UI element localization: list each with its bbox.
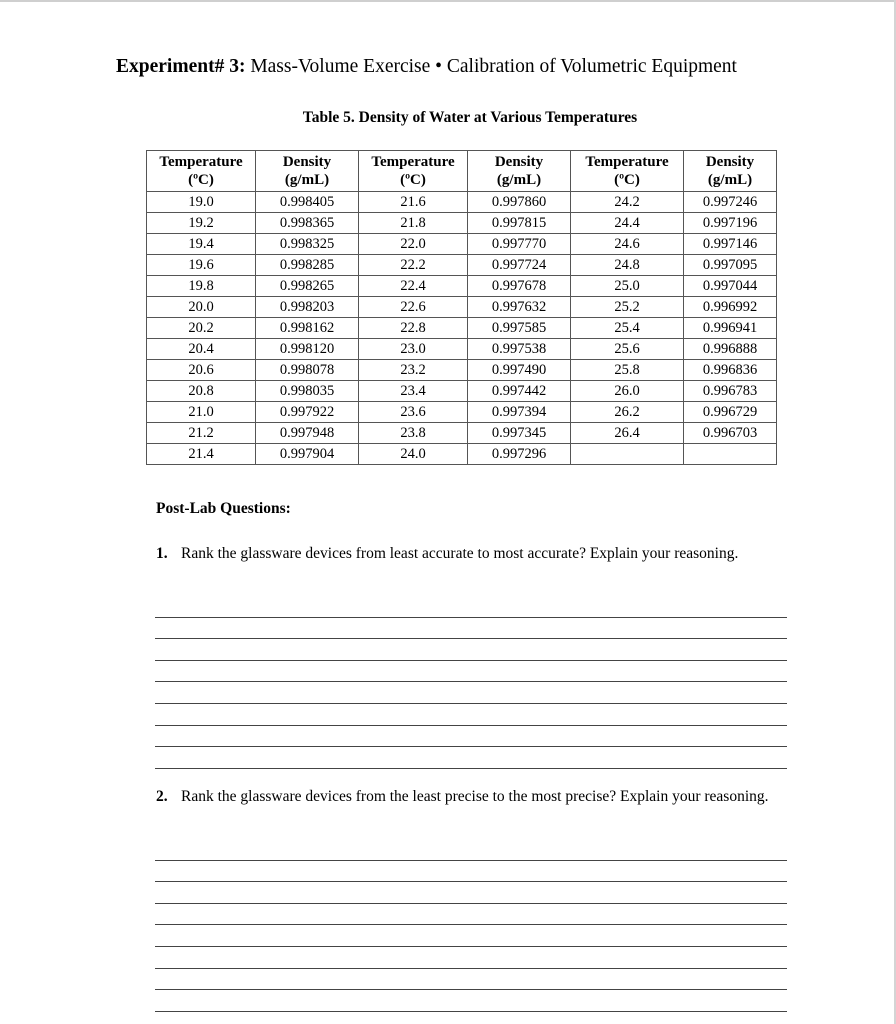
- table-header-row: [147, 151, 777, 192]
- question-number: 1.: [156, 545, 168, 562]
- cell-density: 0.998265: [256, 276, 359, 297]
- cell-temperature: 21.4: [147, 444, 256, 465]
- table-row: [147, 318, 777, 339]
- header-temperature-3: [571, 151, 684, 192]
- cell-temperature: 24.0: [359, 444, 468, 465]
- cell-density: 0.997196: [684, 213, 777, 234]
- answer-line[interactable]: [155, 747, 787, 769]
- answer-line[interactable]: [155, 904, 787, 926]
- cell-density: 0.998285: [256, 255, 359, 276]
- cell-temperature: 25.4: [571, 318, 684, 339]
- title-subject: Mass-Volume Exercise • Calibration of Volumetric Equipment: [250, 56, 737, 77]
- answer-line[interactable]: [155, 947, 787, 969]
- table-row: [147, 276, 777, 297]
- cell-density: 0.997585: [468, 318, 571, 339]
- answer-line[interactable]: [155, 618, 787, 640]
- table-row: [147, 381, 777, 402]
- header-density-1: [256, 151, 359, 192]
- cell-temperature: 25.2: [571, 297, 684, 318]
- question-text: Rank the glassware devices from the least precise to the most precise? Explain your reasoning.: [181, 788, 769, 805]
- answer-line[interactable]: [155, 661, 787, 683]
- cell-density: 0.998162: [256, 318, 359, 339]
- cell-temperature: [571, 444, 684, 465]
- cell-temperature: 19.0: [147, 192, 256, 213]
- cell-density: 0.996992: [684, 297, 777, 318]
- cell-temperature: 20.4: [147, 339, 256, 360]
- cell-density: 0.997724: [468, 255, 571, 276]
- cell-density: 0.997948: [256, 423, 359, 444]
- cell-temperature: 24.6: [571, 234, 684, 255]
- post-lab-title: Post-Lab Questions:: [156, 500, 291, 517]
- page-top-border: [0, 0, 896, 2]
- cell-temperature: 22.2: [359, 255, 468, 276]
- header-label: Density: [282, 154, 332, 170]
- page-title: [116, 56, 737, 78]
- cell-temperature: 22.6: [359, 297, 468, 318]
- answer-lines-1[interactable]: [155, 596, 787, 769]
- cell-density: 0.997538: [468, 339, 571, 360]
- header-label: Density: [705, 154, 755, 170]
- cell-density: 0.997296: [468, 444, 571, 465]
- cell-temperature: 26.2: [571, 402, 684, 423]
- question-number: 2.: [156, 788, 168, 805]
- cell-temperature: 21.2: [147, 423, 256, 444]
- cell-density: 0.998405: [256, 192, 359, 213]
- cell-density: 0.997922: [256, 402, 359, 423]
- header-label: Temperature: [371, 154, 455, 170]
- cell-temperature: 22.4: [359, 276, 468, 297]
- table-row: [147, 402, 777, 423]
- cell-temperature: 23.8: [359, 423, 468, 444]
- cell-density: [684, 444, 777, 465]
- cell-temperature: 19.8: [147, 276, 256, 297]
- cell-temperature: 22.0: [359, 234, 468, 255]
- header-density-2: [468, 151, 571, 192]
- table-row: [147, 339, 777, 360]
- cell-temperature: 19.2: [147, 213, 256, 234]
- table-row: [147, 423, 777, 444]
- cell-density: 0.997770: [468, 234, 571, 255]
- cell-density: 0.997632: [468, 297, 571, 318]
- cell-temperature: 20.6: [147, 360, 256, 381]
- answer-line[interactable]: [155, 969, 787, 991]
- cell-density: 0.997860: [468, 192, 571, 213]
- table-caption: Table 5. Density of Water at Various Temperatures: [302, 109, 638, 126]
- cell-density: 0.997246: [684, 192, 777, 213]
- table-row: [147, 192, 777, 213]
- table-row: [147, 255, 777, 276]
- cell-density: 0.998078: [256, 360, 359, 381]
- cell-density: 0.998120: [256, 339, 359, 360]
- cell-density: 0.997095: [684, 255, 777, 276]
- header-temperature-1: [147, 151, 256, 192]
- cell-density: 0.996703: [684, 423, 777, 444]
- cell-temperature: 21.0: [147, 402, 256, 423]
- cell-temperature: 23.2: [359, 360, 468, 381]
- table-body: [147, 192, 777, 465]
- question-text: Rank the glassware devices from least accurate to most accurate? Explain your reasoning.: [181, 545, 739, 562]
- cell-density: 0.997442: [468, 381, 571, 402]
- header-density-3: [684, 151, 777, 192]
- cell-density: 0.997044: [684, 276, 777, 297]
- cell-temperature: 26.4: [571, 423, 684, 444]
- answer-line[interactable]: [155, 704, 787, 726]
- cell-temperature: 19.4: [147, 234, 256, 255]
- cell-temperature: 26.0: [571, 381, 684, 402]
- cell-density: 0.997394: [468, 402, 571, 423]
- answer-line[interactable]: [155, 596, 787, 618]
- cell-density: 0.998365: [256, 213, 359, 234]
- header-temperature-2: [359, 151, 468, 192]
- cell-temperature: 21.6: [359, 192, 468, 213]
- answer-line[interactable]: [155, 682, 787, 704]
- header-unit: (ºC): [614, 172, 640, 188]
- cell-temperature: 24.4: [571, 213, 684, 234]
- cell-density: 0.998203: [256, 297, 359, 318]
- cell-density: 0.996836: [684, 360, 777, 381]
- header-label: Temperature: [585, 154, 669, 170]
- cell-density: 0.997146: [684, 234, 777, 255]
- cell-temperature: 25.8: [571, 360, 684, 381]
- water-density-table: [146, 150, 777, 465]
- cell-temperature: 21.8: [359, 213, 468, 234]
- cell-density: 0.996888: [684, 339, 777, 360]
- header-label: Temperature: [159, 154, 243, 170]
- cell-temperature: 22.8: [359, 318, 468, 339]
- header-unit: (g/mL): [284, 172, 330, 188]
- cell-density: 0.997815: [468, 213, 571, 234]
- answer-line[interactable]: [155, 990, 787, 1012]
- table-row: [147, 213, 777, 234]
- cell-temperature: 23.4: [359, 381, 468, 402]
- cell-density: 0.998325: [256, 234, 359, 255]
- table-row: [147, 360, 777, 381]
- header-label: Density: [494, 154, 544, 170]
- cell-density: 0.997345: [468, 423, 571, 444]
- cell-density: 0.998035: [256, 381, 359, 402]
- cell-temperature: 20.0: [147, 297, 256, 318]
- answer-line[interactable]: [155, 726, 787, 748]
- cell-density: 0.997678: [468, 276, 571, 297]
- cell-temperature: 25.6: [571, 339, 684, 360]
- cell-temperature: 24.2: [571, 192, 684, 213]
- cell-density: 0.997490: [468, 360, 571, 381]
- answer-line[interactable]: [155, 839, 787, 861]
- cell-temperature: 24.8: [571, 255, 684, 276]
- answer-line[interactable]: [155, 639, 787, 661]
- cell-density: 0.996729: [684, 402, 777, 423]
- table-row: [147, 297, 777, 318]
- table-row: [147, 234, 777, 255]
- cell-density: 0.996783: [684, 381, 777, 402]
- answer-line[interactable]: [155, 882, 787, 904]
- cell-temperature: 23.6: [359, 402, 468, 423]
- answer-line[interactable]: [155, 861, 787, 883]
- header-unit: (g/mL): [496, 172, 542, 188]
- cell-temperature: 23.0: [359, 339, 468, 360]
- answer-line[interactable]: [155, 925, 787, 947]
- cell-temperature: 20.2: [147, 318, 256, 339]
- table-row: [147, 444, 777, 465]
- title-experiment-number: Experiment# 3:: [116, 56, 246, 77]
- answer-lines-2[interactable]: [155, 839, 787, 1012]
- cell-density: 0.997904: [256, 444, 359, 465]
- cell-temperature: 19.6: [147, 255, 256, 276]
- cell-density: 0.996941: [684, 318, 777, 339]
- cell-temperature: 25.0: [571, 276, 684, 297]
- cell-temperature: 20.8: [147, 381, 256, 402]
- header-unit: (ºC): [400, 172, 426, 188]
- header-unit: (ºC): [188, 172, 214, 188]
- header-unit: (g/mL): [707, 172, 753, 188]
